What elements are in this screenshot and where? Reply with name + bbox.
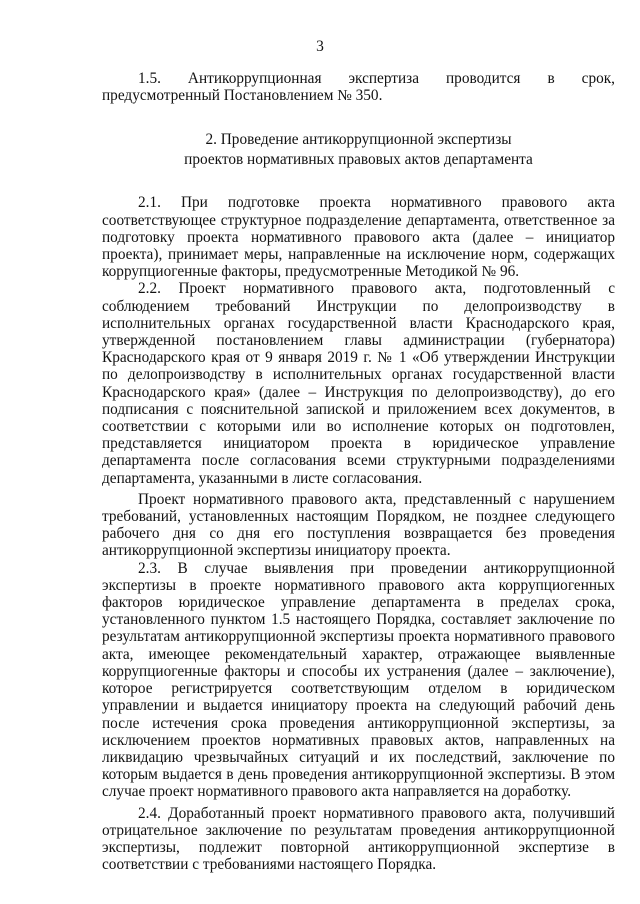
page-number: 3 [316,38,324,55]
paragraph-2-3: 2.3. В случае выявления при проведении антикоррупционной экспертизы в проекте нормативного правового акта коррупциогенных факторов юридическое управление департамента в пределах срока, установленного пунктом 1.5 настоящего Порядка, составляет заключение по результатам антикоррупционной экспертизы проекта нормативного правового акта, имеющее рекомендательный характер, отражающее выявленные коррупциогенные факторы и способы их устранения (далее – заключение), которое регистрируется соответствующим отделом в юридическом управлении и выдается инициатору проекта на следующий рабочий день после истечения срока проведения антикоррупционной экспертизы, за исключением проектов нормативных правовых актов, направленных на ликвидацию чрезвычайных ситуаций и их последствий, заключение по которым выдается в день проведения антикоррупционной экспертизы. В этом случае проект нормативного правового акта направляется на доработку. [102,559,615,801]
paragraph-2-2: 2.2. Проект нормативного правового акта, подготовленный с соблюдением требований Инструкции по делопроизводству в исполнительных органах государственной власти Краснодарского края, утвержденной постановлением главы администрации (губернатора) Краснодарского края от 9 января 2019 г. № 1 «Об утверждении Инструкции по делопроизводству в исполнительных органах государственной власти Краснодарского края» (далее – Инструкция по делопроизводству), до его подписания с пояснительной запиской и приложением всех документов, в соответствии с которыми или во исполнение которых он подготовлен, представляется инициатором проекта в юридическое управление департамента после согласования всеми структурными подразделениями департамента, указанными в листе согласования. [102,280,615,487]
document-body [102,70,615,873]
paragraph-2-2-continued: Проект нормативного правового акта, представленный с нарушением требований, установленных настоящим Порядком, не позднее следующего рабочего дня со дня его поступления возвращается без проведения антикоррупционной экспертизы инициатору проекта. [102,490,615,560]
section-heading [102,130,615,170]
paragraph-1-5: 1.5. Антикоррупционная экспертиза проводится в срок, предусмотренный Постановлением № 350. [102,70,615,105]
paragraph-2-1: 2.1. При подготовке проекта нормативного правового акта соответствующее структурное подразделение департамента, ответственное за подготовку проекта нормативного правового акта (далее – инициатор проекта), принимает меры, направленные на исключение норм, содержащих коррупциогенные факторы, предусмотренные Методикой № 96. [102,194,615,281]
section-heading-line-2: проектов нормативных правовых актов департамента [184,151,533,169]
section-heading-line-1: 2. Проведение антикоррупционной экспертизы [205,131,512,149]
paragraph-2-4: 2.4. Доработанный проект нормативного правового акта, получивший отрицательное заключение по результатам проведения антикоррупционной экспертизы, подлежит повторной антикоррупционной экспертизе в соответствии с требованиями настоящего Порядка. [102,804,615,874]
